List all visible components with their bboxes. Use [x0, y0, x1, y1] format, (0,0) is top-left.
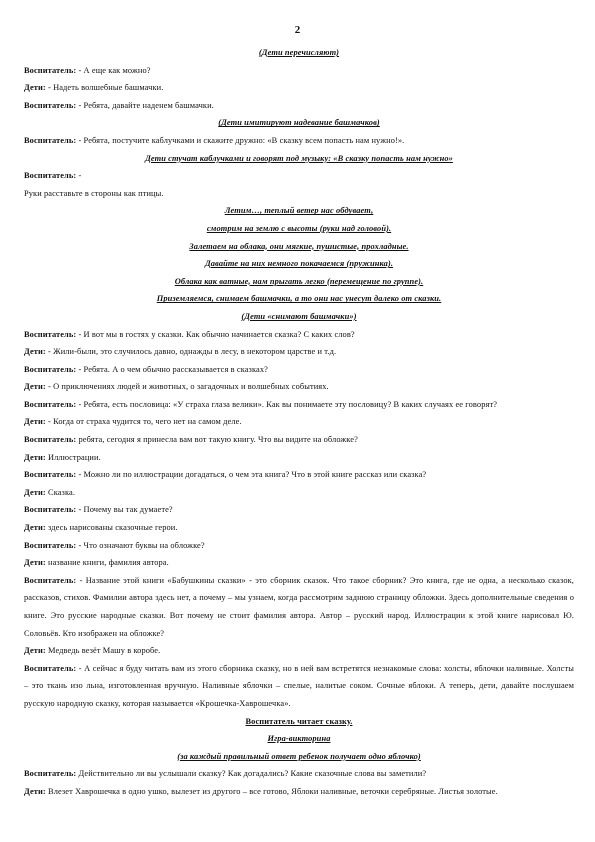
dialogue-line — [24, 554, 574, 572]
stage-direction: (Дети «снимают башмачки») — [241, 311, 357, 321]
dialogue-line — [24, 79, 574, 97]
dialogue-line — [24, 361, 574, 379]
speaker-label: Воспитатель: — [24, 135, 77, 145]
dialogue-line — [24, 484, 574, 502]
dialogue-text: Сказка. — [45, 487, 76, 497]
dialogue-line — [24, 642, 574, 660]
speaker-label: Воспитатель: — [24, 100, 77, 110]
stage-direction: смотрим на землю с высоты (руки над головой). — [206, 223, 392, 233]
page-number: 2 — [294, 24, 301, 36]
dialogue-text: - Ребята, давайте наденем башмачки. — [76, 100, 214, 110]
speaker-label: Дети: — [24, 452, 46, 462]
speaker-label: Дети: — [24, 382, 46, 392]
dialogue-line — [24, 413, 574, 431]
dialogue-line — [24, 501, 574, 519]
dialogue-text: - Почему вы так думаете? — [76, 505, 173, 515]
dialogue-text: - И вот мы в гостях у сказки. Как обычно начинается сказка? С каких слов? — [76, 329, 355, 339]
speaker-label: Воспитатель: — [24, 470, 77, 480]
dialogue-line — [24, 660, 574, 713]
speaker-label: Воспитатель: — [24, 505, 77, 515]
dialogue-text: - Можно ли по иллюстрации догадаться, о чем эта книга? Что в этой книге рассказ или сказка? — [76, 470, 427, 480]
dialogue-text: - Ребята. А о чем обычно рассказывается в сказках? — [76, 364, 268, 374]
stage-direction: Приземляемся, снимаем башмачки, а то они нас унесут далеко от сказки. — [156, 294, 442, 304]
dialogue-text: название книги, фамилия автора. — [45, 558, 169, 568]
dialogue-text: Действительно ли вы услышали сказку? Как догадались? Какие сказочные слова вы заметили? — [76, 769, 427, 779]
speaker-label: Воспитатель: — [24, 329, 77, 339]
dialogue-line — [24, 466, 574, 484]
speaker-label: Дети: — [24, 786, 46, 796]
dialogue-text: - Что означают буквы на обложке? — [76, 540, 205, 550]
dialogue-text: Влезет Хаврошечка в одно ушко, вылезет из другого – все готово, Яблоки наливные, веточки серебряные. Листья золотые. — [45, 786, 498, 796]
stage-direction: (за каждый правильный ответ ребенок получает одно яблочко) — [177, 751, 421, 761]
dialogue-text: - Название этой книги «Бабушкины сказки» - это сборник сказок. Что такое сборник? Это книга, где не одна, а несколько сказок, рассказов, стихов. Фамилии автора здесь нет, а почему – мы узнаем, когда рассмотрим заднюю страницу обложки. Здесь дополнительные сведения о книге. Это русские народные сказки. Вот почему не стоит фамилия автора. Автор – русский народ. Иллюстрации к этой книге нарисовал Ю. Соловьёв. Кто изображен на обложке? — [24, 575, 574, 638]
dialogue-text: - — [76, 171, 82, 181]
stage-direction: Игра-викторина — [267, 734, 331, 744]
dialogue-line — [24, 449, 574, 467]
dialogue-text: ребята, сегодня я принесла вам вот такую книгу. Что вы видите на обложке? — [76, 435, 358, 445]
document-body — [24, 44, 574, 801]
dialogue-text: здесь нарисованы сказочные герои. — [45, 523, 178, 533]
speaker-label: Воспитатель: — [24, 435, 77, 445]
speaker-label: Воспитатель: — [24, 65, 77, 75]
dialogue-line — [24, 132, 574, 150]
speaker-label: Воспитатель: — [24, 540, 77, 550]
dialogue-text: Иллюстрации. — [45, 452, 101, 462]
dialogue-line — [24, 343, 574, 361]
dialogue-line — [24, 378, 574, 396]
speaker-label: Воспитатель: — [24, 399, 77, 409]
speaker-label: Дети: — [24, 523, 46, 533]
speaker-label: Воспитатель: — [24, 171, 77, 181]
speaker-label: Дети: — [24, 417, 46, 427]
dialogue-line — [24, 62, 574, 80]
stage-direction: Летим…, теплый ветер нас обдувает, — [224, 206, 374, 216]
stage-direction: Давайте на них немного покачаемся (пружинка). — [204, 259, 394, 269]
dialogue-text: - Когда от страха чудится то, чего нет на самом деле. — [45, 417, 242, 427]
dialogue-line — [24, 537, 574, 555]
speaker-label: Воспитатель: — [24, 769, 77, 779]
dialogue-text: - Ребята, есть пословица: «У страха глаза велики». Как вы понимаете эту пословицу? В каких случаях ее говорят? — [76, 399, 498, 409]
dialogue-text: - Надеть волшебные башмачки. — [45, 83, 164, 93]
dialogue-text: - Жили-были, это случилось давно, однажды в лесу, в некотором царстве и т.д. — [45, 347, 337, 357]
section-heading: Воспитатель читает сказку. — [245, 716, 353, 726]
dialogue-text: - Ребята, постучите каблучками и скажите дружно: «В сказку всем попасть нам нужно!». — [76, 135, 405, 145]
stage-direction: Дети стучат каблучками и говорят под музыку: «В сказку попасть нам нужно» — [145, 153, 453, 163]
dialogue-line — [24, 783, 574, 801]
speaker-label: Дети: — [24, 347, 46, 357]
dialogue-line — [24, 167, 574, 185]
dialogue-line — [24, 396, 574, 414]
speaker-label: Дети: — [24, 83, 46, 93]
stage-direction: Облака как ватные, нам прыгать легко (перемещение по группе). — [174, 276, 424, 286]
paragraph: Руки расставьте в стороны как птицы. — [24, 188, 164, 198]
dialogue-line — [24, 97, 574, 115]
stage-direction: (Дети перечисляют) — [258, 48, 340, 57]
dialogue-text: Медведь везёт Машу в коробе. — [45, 646, 161, 656]
speaker-label: Дети: — [24, 558, 46, 568]
speaker-label: Воспитатель: — [24, 575, 77, 585]
speaker-label: Дети: — [24, 646, 46, 656]
stage-direction: (Дети имитируют надевание башмачков) — [218, 118, 380, 128]
dialogue-text: - О приключениях людей и животных, о загадочных и волшебных событиях. — [45, 382, 329, 392]
stage-direction: Залетаем на облака, они мягкие, пушистые, прохладные. — [189, 241, 409, 251]
dialogue-line — [24, 326, 574, 344]
dialogue-line — [24, 572, 574, 642]
dialogue-line — [24, 519, 574, 537]
dialogue-line — [24, 431, 574, 449]
speaker-label: Воспитатель: — [24, 663, 77, 673]
speaker-label: Дети: — [24, 487, 46, 497]
dialogue-text: - А сейчас я буду читать вам из этого сборника сказку, но в ней вам встретятся незнакомые слова: холсты, яблочки наливные. Холсты – это ткань изо льна, изготовленная вручную. Наливные яблочки – спелые, налитые соком. Сочные яблоки. А теперь, дети, давайте послушаем русскую народную сказку, которая называется «Крошечка-Хаврошечка». — [24, 663, 574, 708]
dialogue-line — [24, 765, 574, 783]
speaker-label: Воспитатель: — [24, 364, 77, 374]
dialogue-text: - А еще как можно? — [76, 65, 151, 75]
